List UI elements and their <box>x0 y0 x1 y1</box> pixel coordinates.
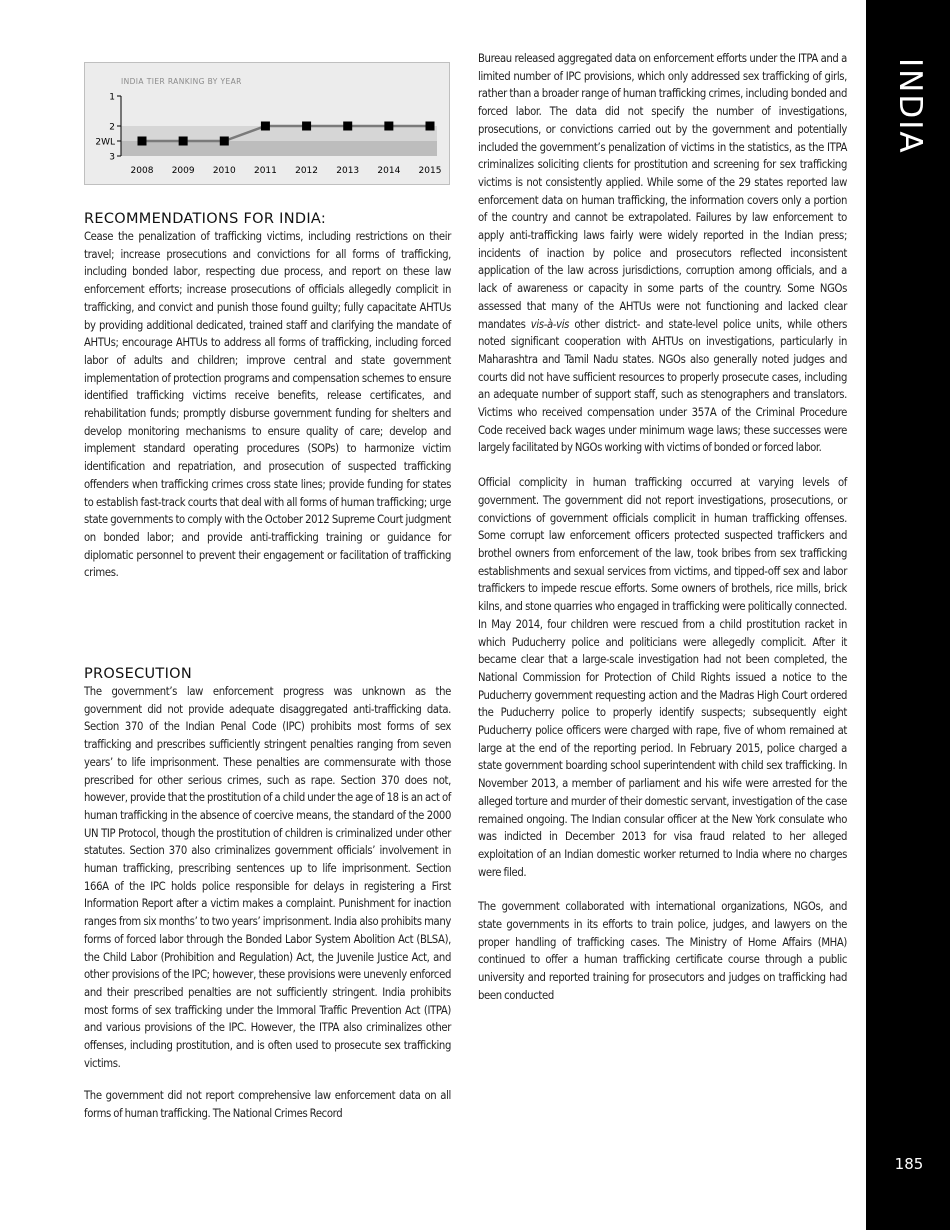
recommendations-heading: RECOMMENDATIONS FOR INDIA: <box>84 211 327 227</box>
data-point-marker <box>343 122 352 131</box>
right-paragraph-1a: Bureau released aggregated data on enforcement efforts under the ITPA and a limited number of IPC provisions, which only addressed sex trafficking of girls, rather than a broader range of human trafficking crimes, including bonded and forced labor. The data did not specify the number of investigations, prosecutions, or convictions carried out by the government and potentially included the government’s penalization of victims in the statistics, as the ITPA criminalizes soliciting clients for prostitution and screening for sex trafficking victims is not consistently applied. While some of the 29 states reported law enforcement data on human trafficking, the information covers only a portion of the country and cannot be extrapolated. Failures by law enforcement to apply anti-trafficking laws fairly were widely reported in the Indian press; incidents of inaction by police and prosecutors reflected inconsistent application of the law across jurisdictions, corruption among officials, and a lack of awareness or capacity in some parts of the country. Some NGOs assessed that many of the AHTUs were not functioning and lacked clear mandates <box>478 52 847 331</box>
vis-a-vis-term: vis-à-vis <box>530 317 570 331</box>
prosecution-paragraph-2: The government did not report comprehensive law enforcement data on all forms of human trafficking. The National Crimes Record <box>84 1089 451 1121</box>
x-tick-label: 2008 <box>130 166 154 176</box>
right-paragraph-1 <box>478 50 847 457</box>
y-tick-label: 1 <box>109 92 115 103</box>
chart-canvas <box>85 63 451 186</box>
right-column <box>478 50 847 1005</box>
x-tick-label: 2010 <box>212 166 236 176</box>
data-point-marker <box>302 122 311 131</box>
x-tick-label: 2011 <box>253 166 277 176</box>
data-point-marker <box>426 122 435 131</box>
y-tick-label: 2 <box>109 122 115 133</box>
tier-ranking-chart <box>84 62 450 185</box>
data-point-marker <box>179 137 188 146</box>
x-tick-label: 2009 <box>171 166 195 176</box>
x-tick-label: 2014 <box>377 166 401 176</box>
data-point-marker <box>138 137 147 146</box>
right-paragraph-2: Official complicity in human trafficking occurred at varying levels of government. The government did not report investigations, prosecutions, or convictions of government officials complicit in human trafficking offenses. Some corrupt law enforcement officers protected suspected traffickers and brothel owners from enforcement of the law, took bribes from sex trafficking establishments and sexual services from victims, and tipped-off sex and labor traffickers to impede rescue efforts. Some owners of brothels, rice mills, brick kilns, and stone quarries who engaged in trafficking were politically connected. In May 2014, four children were rescued from a child prostitution racket in which Puducherry police and politicians were allegedly complicit. After it became clear that a large-scale investigation had not been completed, the National Commission for Protection of Child Rights issued a notice to the Puducherry government requesting action and the Madras High Court ordered the Puducherry police to properly identify suspects; subsequently eight Puducherry police officers were charged with rape, five of whom remained at large at the end of the reporting period. In February 2015, police charged a state government boarding school superintendent with child sex trafficking. In November 2013, a member of parliament and his wife were arrested for the alleged torture and murder of their domestic servant, investigation of the case remained ongoing. The Indian consular officer at the New York consulate who was indicted in December 2013 for visa fraud related to her alleged exploitation of an Indian domestic worker returned to India where no charges were filed. <box>478 476 847 879</box>
x-tick-label: 2012 <box>295 166 319 176</box>
y-tick-label: 2WL <box>95 137 115 148</box>
x-tick-label: 2015 <box>418 166 442 176</box>
x-tick-label: 2013 <box>336 166 360 176</box>
page-number: 185 <box>894 1155 924 1173</box>
sidebar-band <box>866 0 950 1230</box>
data-point-marker <box>384 122 393 131</box>
recommendations-text: Cease the penalization of trafficking victims, including restrictions on their travel; increase prosecutions and convictions for all forms of trafficking, including bonded labor, respecting due process, and report on these law enforcement efforts; increase prosecutions of officials allegedly complicit in trafficking, and convict and punish those found guilty; fully capacitate AHTUs by providing additional dedicated, trained staff and clarifying the mandate of AHTUs; encourage AHTUs to address all forms of trafficking, including forced labor of adults and children; improve central and state government implementation of protection programs and compensation schemes to ensure identified trafficking victims receive benefits, release certificates, and rehabilitation funds; promptly disburse government funding for shelters and develop monitoring mechanisms to ensure quality of care; develop and implement standard operating procedures (SOPs) to harmonize victim identification and repatriation, and prosecution of suspected trafficking offenders when trafficking crimes cross state lines; provide funding for states to establish fast-track courts that deal with all forms of human trafficking; urge state governments to comply with the October 2012 Supreme Court judgment on bonded labor; and provide anti-trafficking training or guidance for diplomatic personnel to prevent their engagement or facilitation of trafficking crimes. <box>84 230 451 580</box>
prosecution-section <box>84 666 451 1123</box>
right-paragraph-3: The government collaborated with international organizations, NGOs, and state governments in its efforts to train police, judges, and lawyers on the proper handling of trafficking cases. The Ministry of Home Affairs (MHA) continued to offer a human trafficking certificate course through a public university and reported training for prosecutors and judges on trafficking had been conducted <box>478 900 847 1002</box>
data-point-marker <box>261 122 270 131</box>
right-paragraph-1b: other district- and state-level police units, while others noted significant cooperation with AHTUs on investigations, particularly in Maharashtra and Tamil Nadu states. NGOs also generally noted judges and courts did not have sufficient resources to properly prosecute cases, including an adequate number of support staff, such as stenographers and translators. Victims who received compensation under 357A of the Criminal Procedure Code received back wages under minimum wage laws; these successes were largely facilitated by NGOs working with victims of bonded or forced labor. <box>478 317 847 455</box>
data-point-marker <box>220 137 229 146</box>
country-title: INDIA <box>892 58 928 155</box>
chart-title: INDIA TIER RANKING BY YEAR <box>121 77 242 86</box>
y-tick-label: 3 <box>109 152 115 163</box>
prosecution-heading: PROSECUTION <box>84 666 193 682</box>
recommendations-section <box>84 211 451 582</box>
prosecution-paragraph-1: The government’s law enforcement progress was unknown as the government did not provide adequate disaggregated anti-trafficking data. Section 370 of the Indian Penal Code (IPC) prohibits most forms of sex trafficking and prescribes sufficiently stringent penalties ranging from seven years’ to life imprisonment. These penalties are commensurate with those prescribed for other serious crimes, such as rape. Section 370 does not, however, provide that the prostitution of a child under the age of 18 is an act of human trafficking in the absence of coercive means, the standard of the 2000 UN TIP Protocol, though the prostitution of children is criminalized under other statutes. Section 370 also criminalizes government officials’ involvement in human trafficking, prescribing sentences up to life imprisonment. Section 166A of the IPC holds police responsible for delays in registering a First Information Report after a victim makes a complaint. Punishment for inaction ranges from six months’ to two years’ imprisonment. India also prohibits many forms of forced labor through the Bonded Labor System Abolition Act (BLSA), the Child Labor (Prohibition and Regulation) Act, the Juvenile Justice Act, and other provisions of the IPC; however, these provisions were unevenly enforced and their prescribed penalties are not sufficiently stringent. India prohibits most forms of sex trafficking under the Immoral Traffic Prevention Act (ITPA) and various provisions of the IPC. However, the ITPA also criminalizes other offenses, including prostitution, and is often used to prosecute sex trafficking victims. <box>84 685 451 1070</box>
